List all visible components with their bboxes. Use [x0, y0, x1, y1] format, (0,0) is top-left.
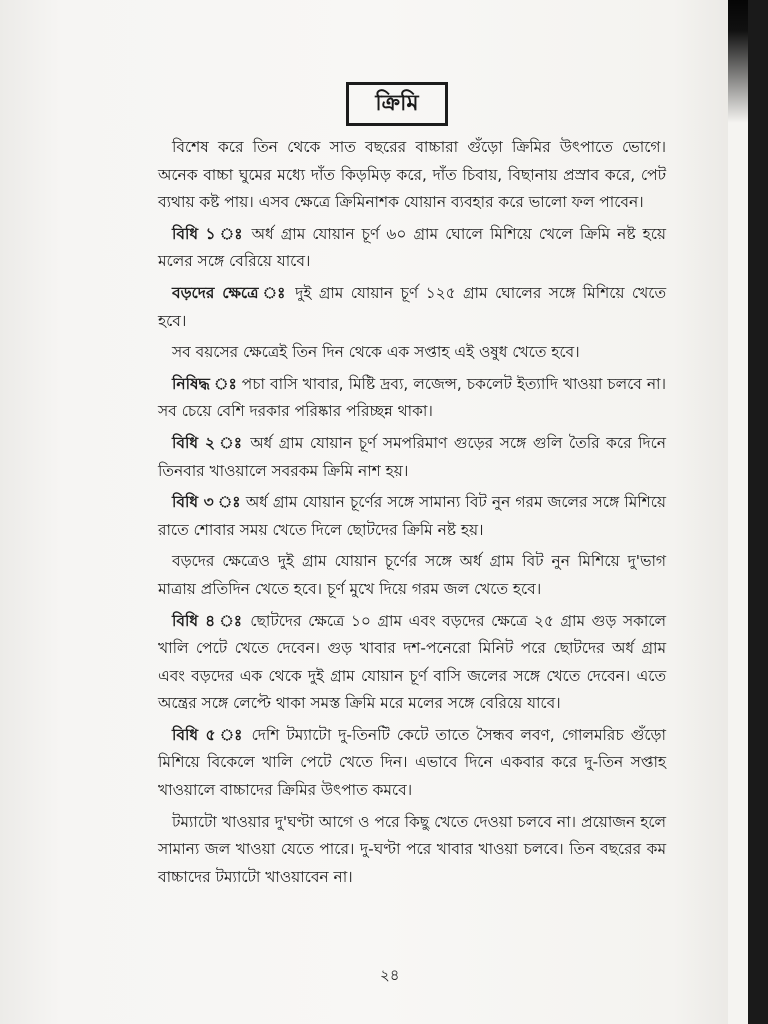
rule-label: বিধি ৪ ঃ [172, 611, 244, 630]
rule-label: বড়দের ক্ষেত্রে ঃ [172, 283, 288, 302]
section-title: ক্রিমি [346, 82, 448, 126]
paragraph-rule-4: বিধি ৪ ঃ ছোটদের ক্ষেত্রে ১০ গ্রাম এবং বড়দের ক্ষেত্রে ২৫ গ্রাম গুড় সকালে খালি পেটে খেতে দেবেন। গুড় খাবার দশ-পনেরো মিনিট পরে ছোটদের অর্ধ গ্রাম এবং বড়দের এক থেকে দুই গ্রাম যোয়ান চূর্ণ বাসি জলের সঙ্গে খেতে দেবেন। এতে অন্ত্রের সঙ্গে লেপ্টে থাকা সমস্ত ক্রিমি মরে মলের সঙ্গে বেরিয়ে যাবে। [158, 611, 666, 713]
rule-label: নিষিদ্ধ ঃ [172, 374, 237, 393]
paragraph-rule-3: বিধি ৩ ঃ অর্ধ গ্রাম যোয়ান চূর্ণের সঙ্গে সামান্য বিট নুন গরম জলের সঙ্গে মিশিয়ে রাতে শোবার সময় খেতে দিলে ছোটদের ক্রিমি নষ্ট হয়। [158, 493, 666, 539]
paragraph-tomato-note: টম্যাটো খাওয়ার দু'ঘণ্টা আগে ও পরে কিছু খেতে দেওয়া চলবে না। প্রয়োজন হলে সামান্য জল খাওয়া যেতে পারে। দু-ঘণ্টা পরে খাবার খাওয়া চলবে। তিন বছরের কম বাচ্চাদের টম্যাটো খাওয়াবেন না। [158, 812, 666, 886]
paragraph-adults: বড়দের ক্ষেত্রে ঃ দুই গ্রাম যোয়ান চূর্ণ ১২৫ গ্রাম ঘোলের সঙ্গে মিশিয়ে খেতে হবে। [158, 283, 667, 330]
rule-label: বিধি ৩ ঃ [172, 493, 241, 512]
paragraph-adults-rule-3: বড়দের ক্ষেত্রেও দুই গ্রাম যোয়ান চূর্ণের সঙ্গে অর্ধ গ্রাম বিট নুন মিশিয়ে দু'ভাগ মাত্রায় প্রতিদিন খেতে হবে। চূর্ণ মুখে দিয়ে গরম জল খেতে হবে। [158, 552, 666, 598]
paragraph-prohibited: নিষিদ্ধ ঃ পচা বাসি খাবার, মিষ্টি দ্রব্য, লজেন্স, চকলেট ইত্যাদি খাওয়া চলবে না। সব চেয়ে বেশি দরকার পরিষ্কার পরিচ্ছন্ন থাকা। [158, 374, 666, 421]
body-text [158, 134, 666, 895]
page-edge [728, 0, 748, 1024]
page-number: ২৪ [380, 966, 400, 984]
rule-label: বিধি ১ ঃ [172, 224, 245, 243]
paragraph-rule-1: বিধি ১ ঃ অর্ধ গ্রাম যোয়ান চূর্ণ ৬০ গ্রাম ঘোলে মিশিয়ে খেলে ক্রিমি নষ্ট হয়ে মলের সঙ্গে বেরিয়ে যাবে। [158, 224, 666, 271]
paragraph-intro: বিশেষ করে তিন থেকে সাত বছরের বাচ্চারা গুঁড়ো ক্রিমির উৎপাতে ভোগে। অনেক বাচ্চা ঘুমের মধ্যে দাঁত কিড়মিড় করে, দাঁত চিবায়, বিছানায় প্রস্রাব করে, পেট ব্যথায় কষ্ট পায়। এসব ক্ষেত্রে ক্রিমিনাশক যোয়ান ব্যবহার করে ভালো ফল পাবেন। [158, 138, 666, 212]
paragraph-rule-5: বিধি ৫ ঃ দেশি টম্যাটো দু-তিনটি কেটে তাতে সৈন্ধব লবণ, গোলমরিচ গুঁড়ো মিশিয়ে বিকেলে খালি পেটে খেতে দিন। এভাবে দিনে একবার করে দু-তিন সপ্তাহ খাওয়ালে বাচ্চাদের ক্রিমির উৎপাত কমবে। [158, 725, 666, 800]
paragraph-rule-2: বিধি ২ ঃ অর্ধ গ্রাম যোয়ান চূর্ণ সমপরিমাণ গুড়ের সঙ্গে গুলি তৈরি করে দিনে তিনবার খাওয়ালে সবরকম ক্রিমি নাশ হয়। [158, 433, 666, 480]
rule-label: বিধি ২ ঃ [172, 433, 244, 452]
paragraph-duration: সব বয়সের ক্ষেত্রেই তিন দিন থেকে এক সপ্তাহ এই ওষুধ খেতে হবে। [172, 343, 580, 362]
rule-label: বিধি ৫ ঃ [172, 725, 245, 744]
